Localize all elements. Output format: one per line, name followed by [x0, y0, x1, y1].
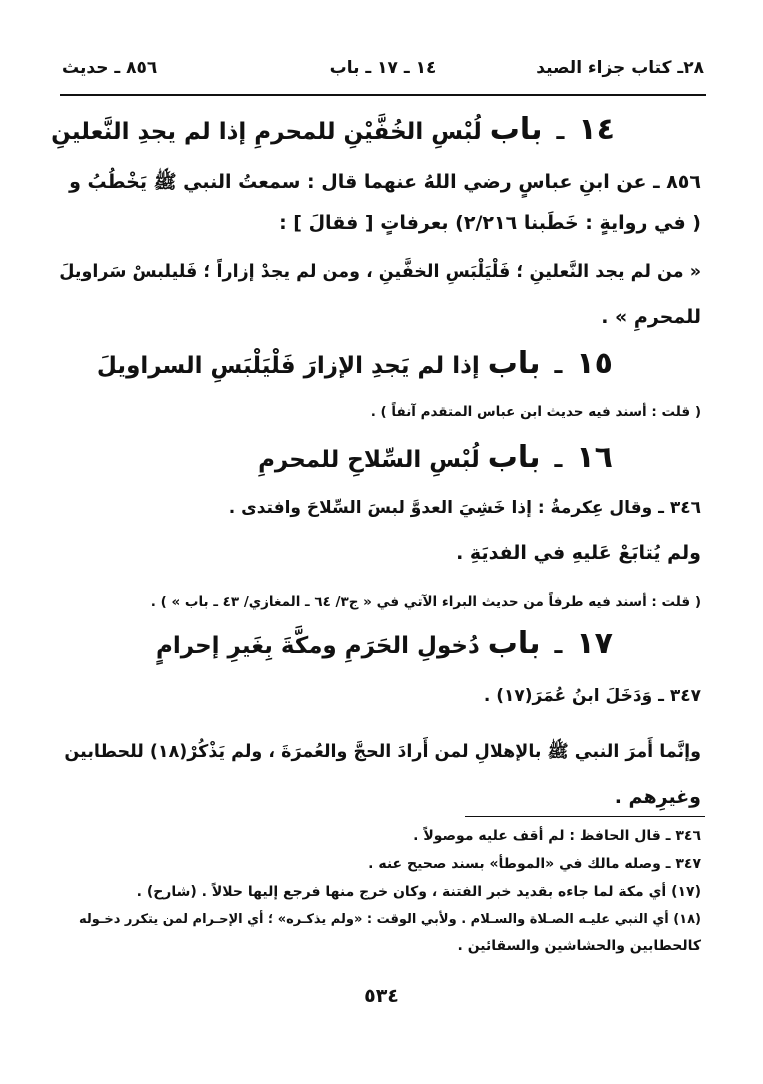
athar-346: ٣٤٦ ـ وقال عِكرمةُ : إذا خَشِيَ العدوَّ لبسَ السِّلاحَ وافتدى . — [228, 498, 701, 518]
chapter-bab-label: باب — [489, 112, 543, 147]
hadith-856-line-2: ( في روايةٍ : خَطَبنا ٢/٢١٦) بعرفاتٍ [ فقالَ ] : — [279, 212, 701, 234]
chapter-16-note: ( قلت : أسند فيه طرفاً من حديث البراء الآتي في « ج٣/ ٦٤ ـ المغازي/ ٤٣ ـ باب » ) . — [150, 594, 701, 610]
page-number: ٥٣٤ — [364, 985, 399, 1007]
footnote-346: ٣٤٦ ـ قال الحافظ : لم أقف عليه موصولاً . — [413, 828, 701, 844]
chapter-title: إذا لم يَجدِ الإزارَ فَلْيَلْبَسِ السراويلَ — [96, 353, 480, 379]
hadith-856-line-4: للمحرمِ » . — [601, 306, 701, 328]
chapter-16-heading: ١٦ ـ باب لُبْسِ السِّلاحِ للمحرمِ — [258, 440, 613, 475]
chapter-number: ١٧ — [576, 626, 613, 661]
athar-347: ٣٤٧ ـ وَدَخَلَ ابنُ عُمَرَ(١٧) . — [483, 686, 701, 706]
footnote-347: ٣٤٧ ـ وصله مالك في «الموطأ» بسند صحيح عنه . — [368, 856, 701, 872]
chapter-17-heading: ١٧ ـ باب دُخولِ الحَرَمِ ومكَّةَ بِغَيرِ إحرامٍ — [156, 626, 613, 661]
chapter-number: ١٤ — [578, 112, 615, 147]
header-hadith-number: ٨٥٦ ـ حديث — [62, 58, 158, 78]
footnote-divider — [465, 816, 705, 817]
chapter-bab-label: باب — [487, 346, 541, 381]
header-divider — [60, 94, 706, 96]
chapter-bab-label: باب — [487, 440, 541, 475]
hadith-856-line-3: « من لم يجد النَّعلينِ ؛ فَلْيَلْبَسِ الخفَّينِ ، ومن لم يجدْ إزاراً ؛ فَليلبسْ سَراويلَ — [59, 262, 701, 282]
chapter-15-note: ( قلت : أسند فيه حديث ابن عباس المتقدم آنفاً ) . — [370, 404, 701, 420]
chapter-title: لُبْسِ السِّلاحِ للمحرمِ — [258, 447, 480, 473]
chapter-bab-label: باب — [487, 626, 541, 661]
chapter-17-line-3: وغيرِهم . — [614, 786, 701, 808]
chapter-number: ١٦ — [576, 440, 613, 475]
footnote-17: (١٧) أي مكة لما جاءه بقديد خبر الفتنة ، وكان خرج منها فرجع إليها حلالاً . (شارح) . — [136, 884, 701, 900]
hadith-856-line-1: ٨٥٦ ـ عن ابنِ عباسٍ رضي اللهُ عنهما قال : سمعتُ النبي ﷺ يَخْطُبُ و — [69, 171, 701, 193]
footnote-18-line-1: (١٨) أي النبي عليـه الصـلاة والسـلام . ولأبي الوقت : «ولم يذكـره» ؛ أي الإحـرام لمن يتكرر دخـوله — [78, 912, 701, 927]
running-header — [62, 58, 704, 84]
header-book-title: ٢٨ـ كتاب جزاء الصيد — [536, 58, 704, 78]
chapter-17-line-2: وإنَّما أَمرَ النبي ﷺ بالإهلالِ لمن أَرادَ الحجَّ والعُمرَةَ ، ولم يَذْكُرْ(١٨) للحطابين — [64, 742, 701, 762]
chapter-14-heading: ١٤ ـ باب لُبْسِ الخُفَّيْنِ للمحرمِ إذا لم يجدِ النَّعلينِ — [51, 112, 615, 147]
chapter-16-remark: ولم يُتابَعْ عَليهِ في الفديَةِ . — [456, 542, 701, 564]
chapter-title: دُخولِ الحَرَمِ ومكَّةَ بِغَيرِ إحرامٍ — [156, 633, 480, 659]
chapter-number: ١٥ — [576, 346, 613, 381]
footnote-18-line-2: كالحطابين والحشاشين والسقائين . — [457, 938, 701, 954]
header-chapter-range: ١٤ ـ ١٧ ـ باب — [329, 58, 437, 78]
chapter-title: لُبْسِ الخُفَّيْنِ للمحرمِ إذا لم يجدِ النَّعلينِ — [51, 119, 482, 145]
chapter-15-heading: ١٥ ـ باب إذا لم يَجدِ الإزارَ فَلْيَلْبَسِ السراويلَ — [96, 346, 613, 381]
